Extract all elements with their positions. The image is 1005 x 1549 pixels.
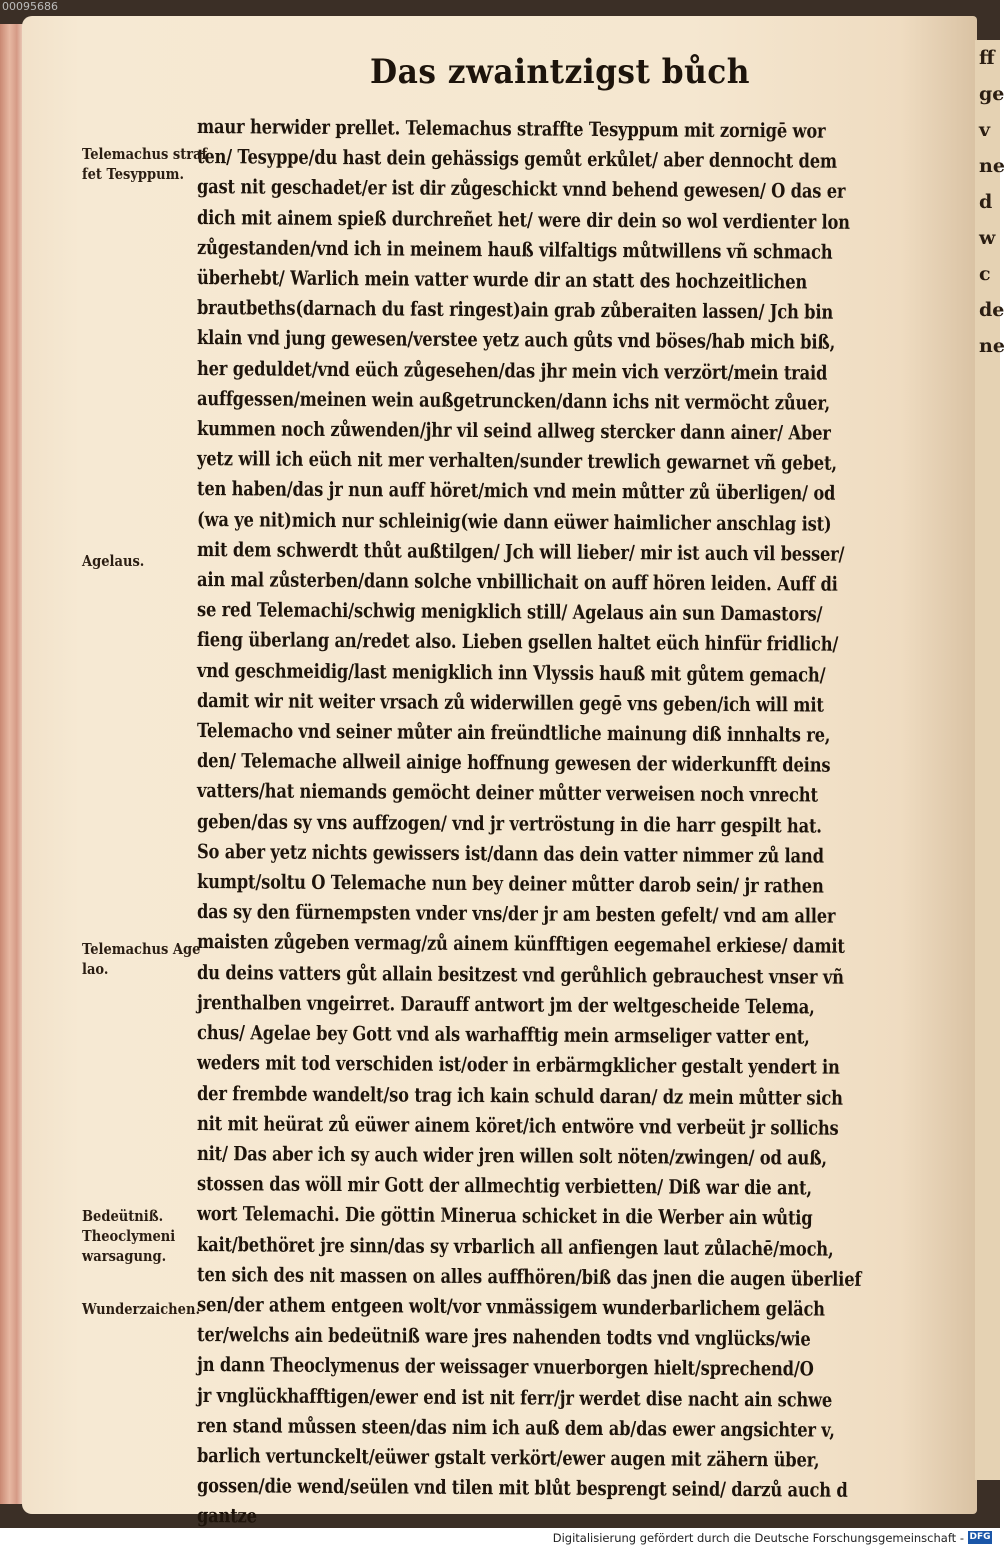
text-line: nit mit heürat zů eüwer ainem köret/ich entwöre vnd verbeüt jr sollichs (196, 1111, 839, 1140)
text-line: jn dann Theoclymenus der weissager vnuerborgen hielt/sprechend/O (196, 1353, 814, 1381)
facing-page-edge: ff ge v ne d w c de ne (975, 40, 1000, 1480)
text-line: gossen/die wend/seülen vnd tilen mit blůt besprengt seind/ darzů auch d (196, 1474, 848, 1502)
margin-note-line: Agelaus. (82, 553, 145, 570)
page-edges (0, 24, 24, 1504)
text-line: her geduldet/vnd eüch zůgesehen/das jhr mein vich verzört/mein traid (196, 356, 828, 385)
text-line: ten/ Tesyppe/du hast dein gehässigs gemůt erkůlet/ aber dennocht dem (196, 145, 838, 173)
text-line: fieng überlang an/redet also. Lieben gsellen haltet eüch hinfür fridlich/ (196, 628, 839, 657)
text-line: ren stand můssen steen/das nim ich auß dem ab/das ewer angsichter v, (196, 1413, 835, 1442)
text-line: (wa ye nit)mich nur schleinig(wie dann eüwer haimlicher anschlag ist) (196, 507, 832, 536)
text-line: kait/bethöret jre sinn/das sy vrbarlich all anfiengen laut zůlachē/moch, (196, 1232, 834, 1261)
text-line: nit/ Das aber ich sy auch wider jren willen solt nöten/zwingen/ od auß, (196, 1141, 827, 1170)
dfg-logo: DFG (969, 1532, 991, 1542)
text-line: auffgessen/meinen wein außgetruncken/dann ichs nit vermöcht zůuer, (196, 386, 831, 415)
margin-note-line: Wunderzaichen. (82, 1301, 200, 1318)
margin-note-line: Telemachus Age (82, 941, 201, 958)
text-line: ten haben/das jr nun auff höret/mich vnd mein můtter zů überligen/ od (196, 477, 836, 506)
scan-id: 00095686 (2, 0, 58, 13)
margin-note-line: Theoclymeni (82, 1228, 176, 1245)
text-line: zůgestanden/vnd ich in meinem hauß vilfaltigs můtwillens vñ schmach (196, 235, 833, 264)
text-line: jrenthalben vngeirret. Darauff antwort jm der weltgescheide Telema, (196, 990, 815, 1019)
margin-note (82, 552, 144, 572)
text-line: geben/das sy vns auffzogen/ vnd jr vertröstung in die harr gespilt hat. (196, 809, 822, 838)
text-line: du deins vatters gůt allain besitzest vnd gerůhlich gebrauchest vnser vñ (196, 960, 844, 989)
text-line: kumpt/soltu O Telemache nun bey deiner můtter darob sein/ jr rathen (196, 870, 824, 898)
text-line: sen/der athem entgeen wolt/vor vnmässigem wunderbarlichem geläch (196, 1292, 825, 1321)
margin-note (82, 1300, 200, 1320)
text-line: brautbeths(darnach du fast ringest)ain grab zůberaiten lassen/ Jch bin (196, 296, 834, 324)
text-line: ter/welchs ain bedeütniß ware jres nahenden todts vnd vnglücks/wie (196, 1323, 811, 1351)
text-line: Telemacho vnd seiner můter ain freündtliche mainung diß innhalts re, (196, 719, 831, 747)
text-line: der frembde wandelt/so trag ich kain schuld daran/ dz mein můtter sich (196, 1081, 843, 1110)
text-line: ain mal zůsterben/dann solche vnbillichait on auff hören leiden. Auff di (196, 568, 838, 596)
text-line: chus/ Agelae bey Gott vnd als warhafftig mein armseliger vatter ent, (196, 1021, 810, 1049)
text-line: klain vnd jung gewesen/verstee yetz auch gůts vnd böses/hab mich biß, (196, 326, 836, 355)
text-line: gantze (196, 1504, 257, 1528)
text-line: barlich vertunckelt/eüwer gstalt verkört/ewer augen mit zähern über, (196, 1443, 820, 1472)
text-line: vatters/hat niemands gemöcht deiner můtter verweisen noch vnrecht (196, 779, 818, 808)
text-line: weders mit tod verschiden ist/oder in erbärmgklicher gestalt yendert in (196, 1051, 840, 1080)
text-line: überhebt/ Warlich mein vatter wurde dir an statt des hochzeitlichen (196, 266, 808, 294)
text-line: kummen noch zůwenden/jhr vil seind allweg stercker dann ainer/ Aber (196, 417, 831, 445)
text-line: se red Telemachi/schwig menigklich still/ Agelaus ain sun Damastors/ (196, 598, 823, 626)
text-line: So aber yetz nichts gewissers ist/dann das dein vatter nimmer zů land (196, 839, 824, 868)
body-text (197, 112, 942, 1532)
text-line: dich mit ainem spieß durchreñet het/ were dir dein so wol verdienter lon (196, 205, 850, 234)
text-line: den/ Telemache allweil ainige hoffnung gewesen der widerkunfft deins (196, 749, 831, 777)
text-line: maisten zůgeben vermag/zů ainem künfftigen eegemahel erkiese/ damit (196, 930, 845, 959)
text-line: wort Telemachi. Die göttin Minerua schicket in die Werber ain wůtig (196, 1202, 813, 1230)
margin-note (82, 940, 200, 980)
text-line: stossen das wöll mir Gott der allmechtig verbietten/ Diß war die ant, (196, 1172, 812, 1200)
margin-note-line: fet Tesyppum. (82, 166, 185, 183)
text-line: mit dem schwerdt thůt außtilgen/ Jch will lieber/ mir ist auch vil besser/ (196, 537, 845, 566)
margin-note (82, 1207, 175, 1267)
margin-note-line: lao. (82, 961, 109, 978)
text-line: vnd geschmeidig/last menigklich inn Vlyssis hauß mit gůtem gemach/ (196, 658, 826, 687)
text-line: damit wir nit weiter vrsach zů widerwillen gegē vns geben/ich will mit (196, 688, 824, 717)
margin-note-line: Bedeütniß. (82, 1208, 164, 1225)
margin-note (82, 145, 207, 185)
text-line: ten sich des nit massen on alles auffhören/biß das jnen die augen überlief (196, 1262, 862, 1291)
text-line: maur herwider prellet. Telemachus straffte Tesyppum mit zornigē wor (196, 115, 826, 143)
footer-bar (0, 1528, 1000, 1549)
margin-note-line: warsagung. (82, 1248, 167, 1265)
text-line: gast nit geschadet/er ist dir zůgeschickt vnnd behend gewesen/ O das er (196, 175, 846, 204)
text-line: das sy den fürnempsten vnder vns/der jr am besten gefelt/ vnd am aller (196, 900, 836, 928)
text-line: jr vnglückhafftigen/ewer end ist nit ferr/jr werdet dise nacht ain schwe (196, 1383, 833, 1412)
text-line: yetz will ich eüch nit mer verhalten/sunder trewlich gewarnet vñ gebet, (196, 447, 837, 475)
margin-note-line: Telemachus straf (82, 146, 208, 163)
page-header-title: Das zwaintzigst bůch (370, 52, 751, 92)
footer-credit: Digitalisierung gefördert durch die Deutsche Forschungsgemeinschaft - (552, 1531, 964, 1545)
